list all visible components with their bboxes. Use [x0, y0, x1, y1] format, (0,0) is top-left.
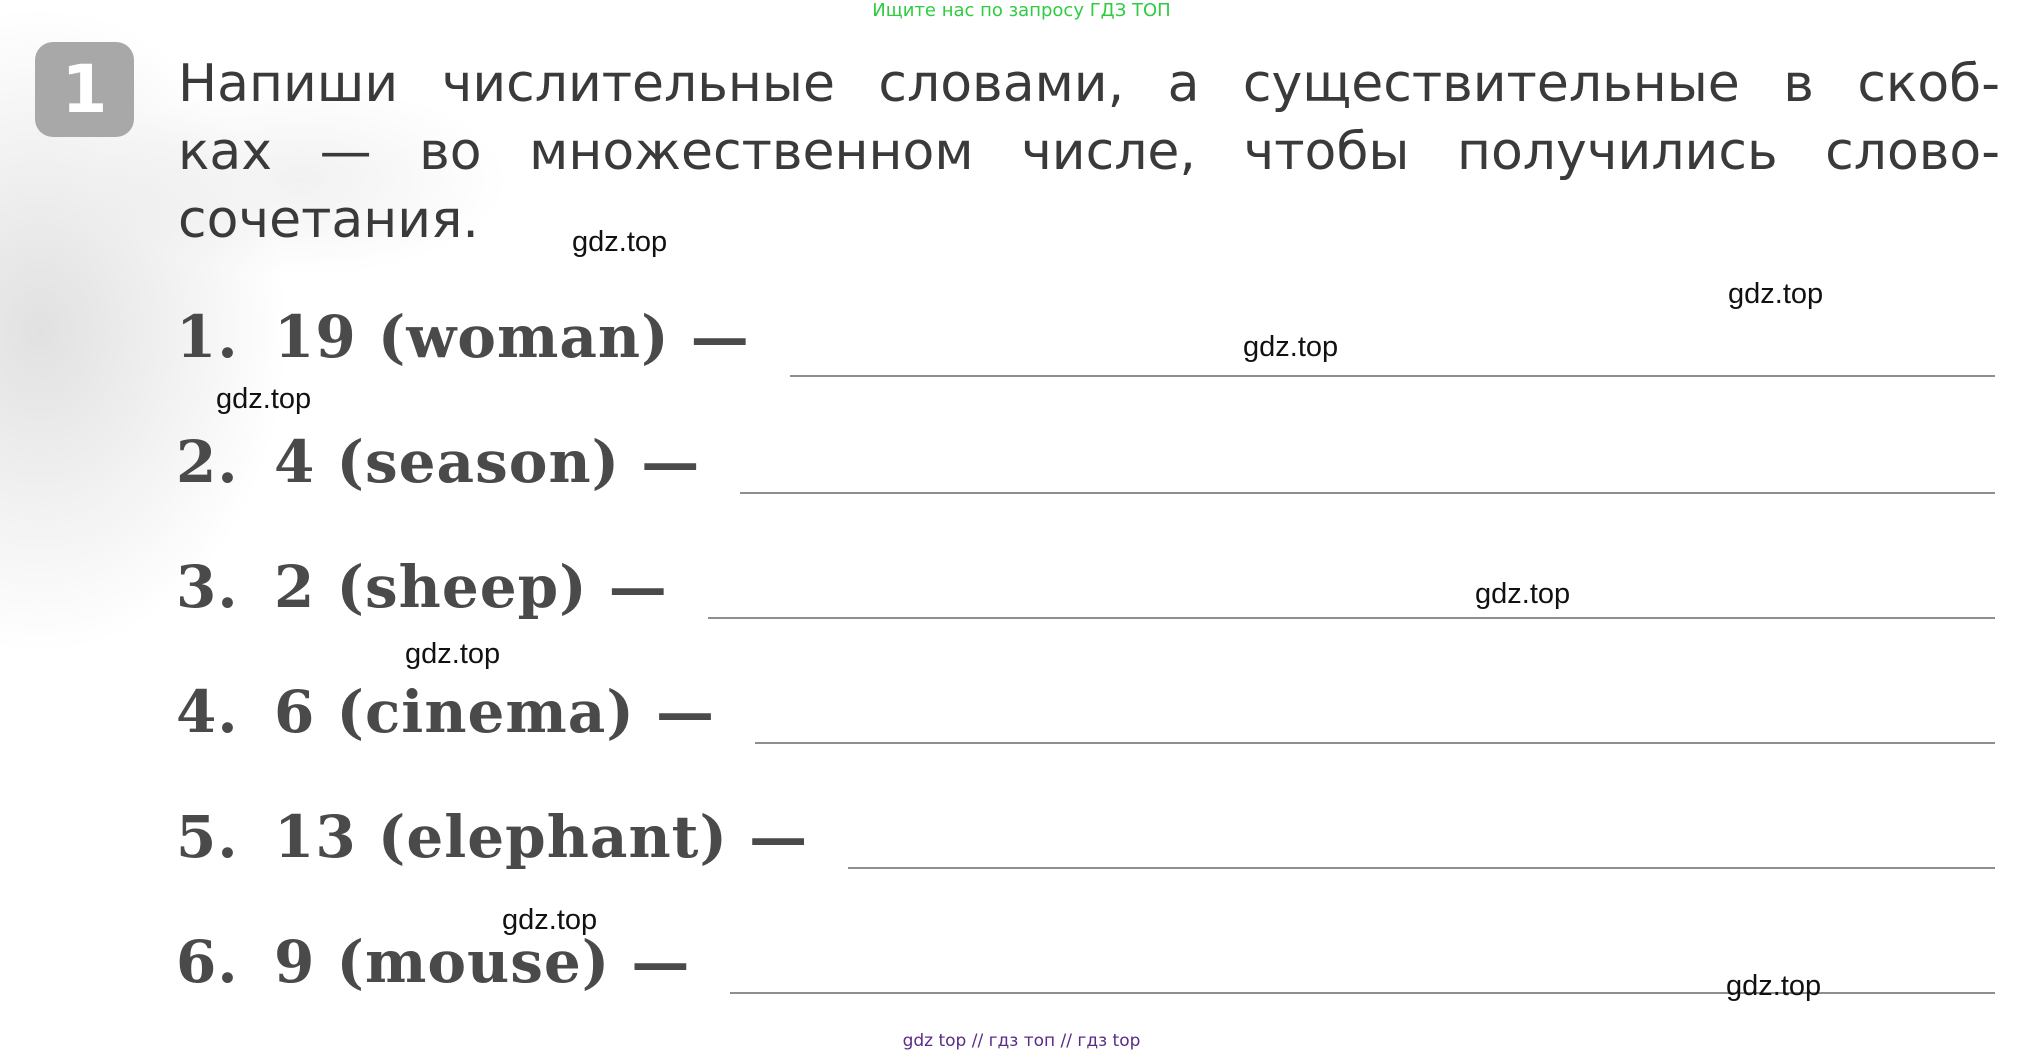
top-banner: Ищите нас по запросу ГДЗ ТОП	[872, 0, 1171, 21]
watermark: gdz.top	[1726, 970, 1822, 1002]
task-number: 1	[61, 50, 108, 128]
instruction-line: сочетания.	[178, 190, 479, 250]
answer-line[interactable]	[848, 865, 1995, 869]
answer-line[interactable]	[755, 740, 1995, 744]
watermark: gdz.top	[502, 904, 598, 936]
item-prompt: 2 (sheep) —	[274, 553, 668, 621]
item-number: 1.	[176, 303, 239, 371]
item-number: 6.	[176, 928, 239, 996]
item-number: 5.	[176, 803, 239, 871]
answer-line[interactable]	[708, 615, 1995, 619]
item-number: 2.	[176, 428, 239, 496]
instruction-line: Напиши числительные словами, а существительные в скоб-	[178, 54, 2000, 114]
item-prompt: 4 (season) —	[274, 428, 701, 496]
item-label	[176, 303, 750, 371]
item-number: 3.	[176, 553, 239, 621]
exercise-item-6	[176, 928, 1995, 1008]
bottom-banner: gdz top // гдз топ // гдз top	[902, 1031, 1141, 1051]
item-label	[176, 928, 690, 996]
watermark: gdz.top	[572, 226, 668, 258]
item-prompt: 19 (woman) —	[274, 303, 750, 371]
exercise-item-2	[176, 428, 1995, 508]
watermark: gdz.top	[216, 383, 312, 415]
item-label	[176, 803, 808, 871]
watermark: gdz.top	[1475, 578, 1571, 610]
watermark: gdz.top	[405, 638, 501, 670]
item-prompt: 9 (mouse) —	[274, 928, 691, 996]
item-prompt: 6 (cinema) —	[274, 678, 715, 746]
answer-line[interactable]	[790, 373, 1995, 377]
exercise-item-3	[176, 553, 1995, 633]
exercise-item-4	[176, 678, 1995, 758]
item-label	[176, 553, 668, 621]
exercise-item-5	[176, 803, 1995, 883]
answer-line[interactable]	[740, 490, 1995, 494]
task-instruction	[178, 50, 2000, 254]
item-prompt: 13 (elephant) —	[274, 803, 809, 871]
watermark: gdz.top	[1243, 331, 1339, 363]
instruction-line: ках — во множественном числе, чтобы получились слово-	[178, 122, 2000, 182]
exercise-item-1	[176, 303, 1995, 383]
item-label	[176, 428, 700, 496]
item-label	[176, 678, 715, 746]
item-number: 4.	[176, 678, 239, 746]
watermark: gdz.top	[1728, 278, 1824, 310]
task-number-badge	[35, 42, 134, 137]
